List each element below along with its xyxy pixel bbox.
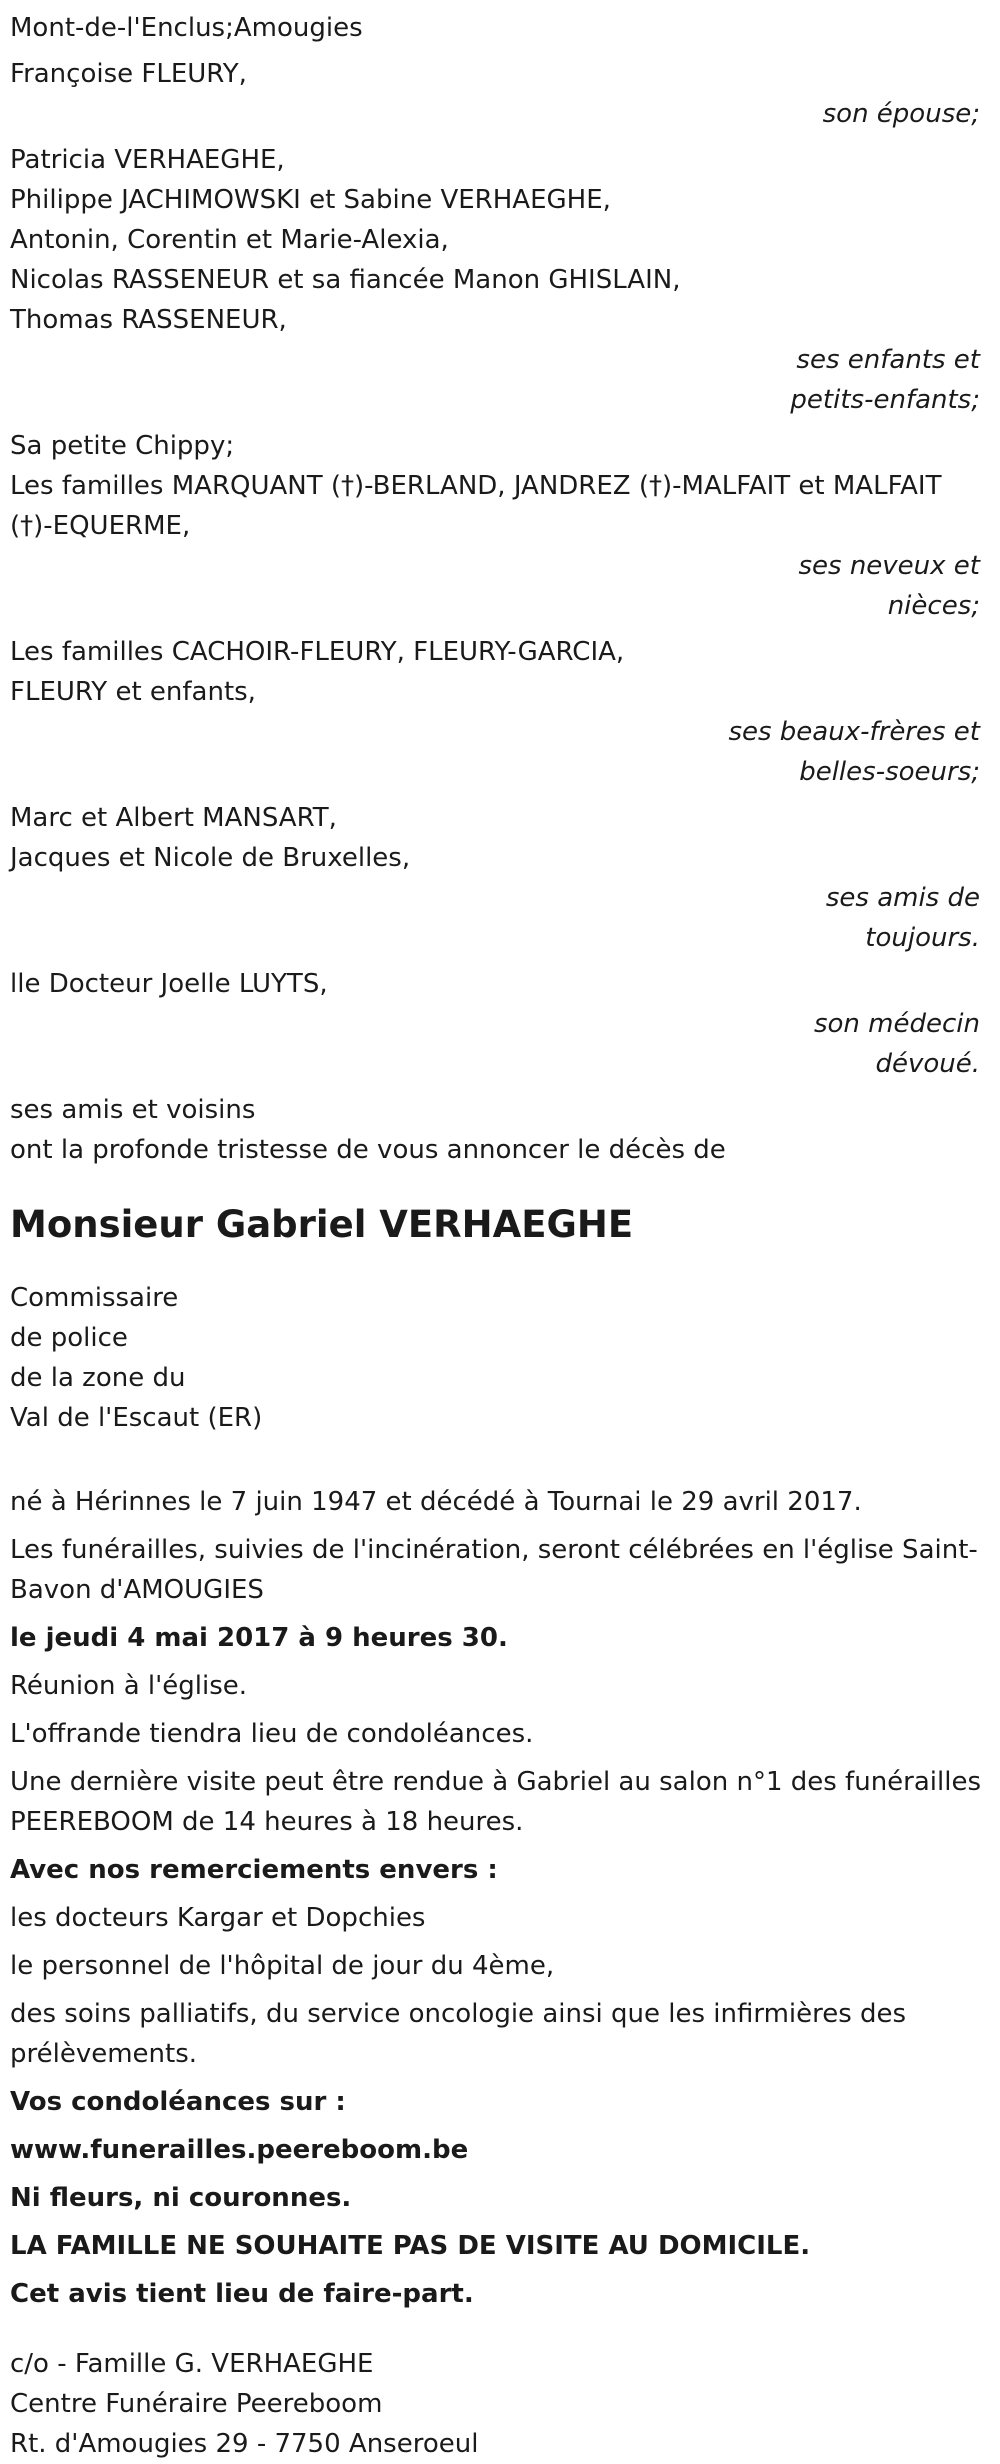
family-group-children (10, 140, 990, 420)
relation-line: son médecin (813, 1009, 980, 1039)
family-relation (10, 546, 990, 626)
intro-line: ses amis et voisins (10, 1095, 256, 1125)
visit-info: Une dernière visite peut être rendue à Gabriel au salon n°1 des funérailles PEEREBOOM de 14 heures à 18 heures. (10, 1767, 982, 1837)
relation-line: ses enfants et (796, 345, 980, 375)
announcement-intro (10, 1090, 990, 1170)
address-line: Centre Funéraire Peereboom (10, 2389, 383, 2419)
no-flowers-notice: Ni fleurs, ni couronnes. (10, 2183, 352, 2213)
family-line: Thomas RASSENEUR, (10, 305, 287, 335)
condolences-heading: Vos condoléances sur : (10, 2087, 346, 2117)
family-group-friends (10, 798, 990, 958)
family-line: FLEURY et enfants, (10, 677, 256, 707)
thanks-heading: Avec nos remerciements envers : (10, 1855, 498, 1885)
funeral-info: Les funérailles, suivies de l'incinération, seront célébrées en l'église Saint-Bavon d'AMOUGIES (10, 1535, 978, 1605)
family-line: lle Docteur Joelle LUYTS, (10, 969, 328, 999)
relation-line: ses neveux et (798, 551, 980, 581)
family-line: Sa petite Chippy; (10, 431, 235, 461)
thanks-line: des soins palliatifs, du service oncologie ainsi que les infirmières des prélèvements. (10, 1999, 907, 2069)
offrande-info: L'offrande tiendra lieu de condoléances. (10, 1719, 534, 1749)
faire-part-notice: Cet avis tient lieu de faire-part. (10, 2279, 474, 2309)
relation-line: petits-enfants; (790, 385, 980, 415)
relation-line: belles-soeurs; (799, 757, 980, 787)
family-relation (10, 878, 990, 958)
family-group-in-laws (10, 632, 990, 792)
family-line: Philippe JACHIMOWSKI et Sabine VERHAEGHE, (10, 185, 611, 215)
family-line: Nicolas RASSENEUR et sa fiancée Manon GHISLAIN, (10, 265, 681, 295)
family-relation (10, 1004, 990, 1084)
family-line: Les familles MARQUANT (†)-BERLAND, JANDREZ (†)-MALFAIT et MALFAIT (10, 471, 942, 501)
thanks-line: le personnel de l'hôpital de jour du 4ème, (10, 1951, 555, 1981)
role-line: Val de l'Escaut (ER) (10, 1403, 263, 1433)
thanks-line: les docteurs Kargar et Dopchies (10, 1903, 426, 1933)
condolences-website-link[interactable]: www.funerailles.peereboom.be (10, 2135, 469, 2165)
family-group-nephews (10, 426, 990, 626)
birth-death-dates: né à Hérinnes le 7 juin 1947 et décédé à Tournai le 29 avril 2017. (10, 1487, 862, 1517)
family-relation (10, 340, 990, 420)
family-line: Jacques et Nicole de Bruxelles, (10, 843, 411, 873)
role-line: Commissaire (10, 1283, 179, 1313)
role-line: de la zone du (10, 1363, 186, 1393)
relation-line: nièces; (887, 591, 980, 621)
funeral-date-time: le jeudi 4 mai 2017 à 9 heures 30. (10, 1623, 508, 1653)
relation-line: toujours. (865, 923, 980, 953)
reunion-info: Réunion à l'église. (10, 1671, 248, 1701)
intro-line: ont la profonde tristesse de vous annoncer le décès de (10, 1135, 726, 1165)
family-line: (†)-EQUERME, (10, 511, 191, 541)
family-relation (10, 712, 990, 792)
contact-address (10, 2344, 990, 2464)
no-visit-notice: LA FAMILLE NE SOUHAITE PAS DE VISITE AU DOMICILE. (10, 2231, 811, 2261)
header-location: Mont-de-l'Enclus;Amougies (10, 13, 363, 43)
relation-line: ses amis de (825, 883, 980, 913)
family-line: Les familles CACHOIR-FLEURY, FLEURY-GARCIA, (10, 637, 625, 667)
relation-line: ses beaux-frères et (728, 717, 980, 747)
deceased-role (10, 1278, 990, 1438)
family-relation (10, 94, 990, 134)
family-line: Marc et Albert MANSART, (10, 803, 337, 833)
family-line: Patricia VERHAEGHE, (10, 145, 285, 175)
family-group-doctor (10, 964, 990, 1084)
family-line: Françoise FLEURY, (10, 59, 247, 89)
address-line: Rt. d'Amougies 29 - 7750 Anseroeul (10, 2429, 479, 2459)
relation-line: son épouse; (822, 99, 980, 129)
family-group-spouse (10, 54, 990, 134)
relation-line: dévoué. (875, 1049, 980, 1079)
address-line: c/o - Famille G. VERHAEGHE (10, 2349, 374, 2379)
family-line: Antonin, Corentin et Marie-Alexia, (10, 225, 449, 255)
deceased-name: Monsieur Gabriel VERHAEGHE (10, 1203, 634, 1246)
role-line: de police (10, 1323, 128, 1353)
